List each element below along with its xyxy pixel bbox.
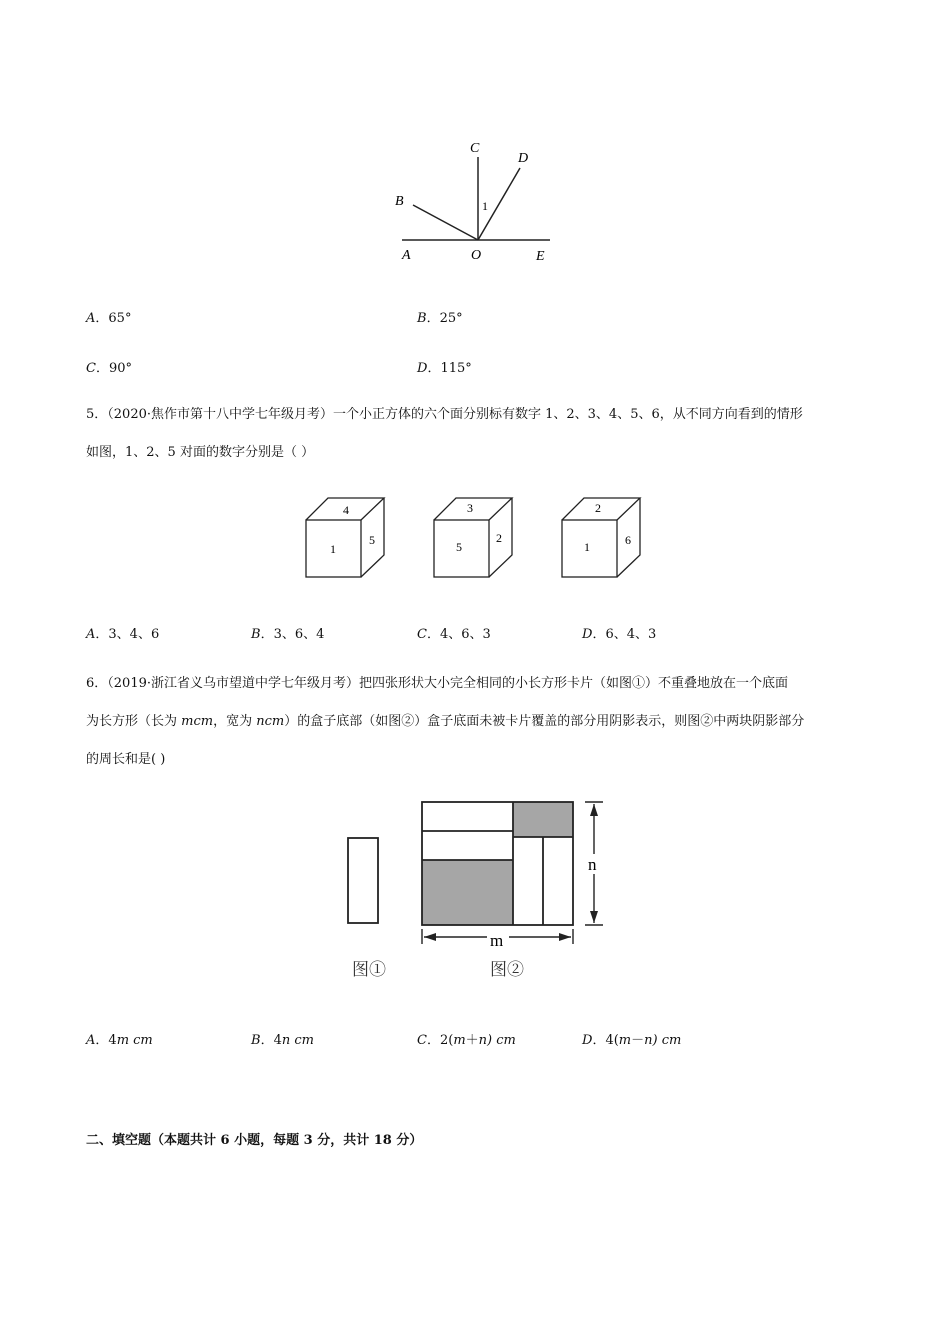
- q5-option-a[interactable]: A．3、4、6: [86, 627, 160, 642]
- cube-3-front: 1: [584, 540, 590, 554]
- dim-n-label: n: [588, 855, 597, 874]
- shade-bottom-left: [422, 860, 513, 925]
- cube-figure: [300, 492, 650, 584]
- cube-3-top: 2: [595, 501, 601, 515]
- cube-2-right: 2: [496, 531, 502, 545]
- fig1-caption: 图①: [352, 960, 386, 979]
- cube-2: [434, 498, 512, 577]
- q5-stem-line1: 5．（2020·焦作市第十八中学七年级月考）一个小正方体的六个面分别标有数字 1、2、3、4、5、6，从不同方向看到的情形: [86, 407, 803, 422]
- q4-option-c[interactable]: C．90°: [86, 361, 133, 376]
- label-A: A: [402, 248, 411, 263]
- label-O: O: [471, 248, 482, 263]
- fig2-caption: 图②: [490, 960, 524, 979]
- cube-1-top: 4: [343, 503, 349, 517]
- q6-stem-line1: 6．（2019·浙江省义乌市望道中学七年级月考）把四张形状大小完全相同的小长方形卡片（如图①）不重叠地放在一个底面: [86, 676, 788, 691]
- q5-option-b[interactable]: B．3、6、4: [251, 627, 325, 642]
- label-E: E: [536, 249, 545, 264]
- label-C: C: [470, 141, 480, 156]
- cube-1: [306, 498, 384, 577]
- q5-option-d[interactable]: D．6、4、3: [582, 627, 657, 642]
- q6-stem-line3: 的周长和是( ): [86, 752, 166, 767]
- q6-option-d[interactable]: D．4(m－n) cm: [582, 1033, 682, 1048]
- angle-figure: [390, 135, 560, 265]
- q6-option-a[interactable]: A．4m cm: [86, 1033, 153, 1048]
- q6-option-c[interactable]: C．2(m＋n) cm: [417, 1033, 516, 1048]
- label-angle-1: 1: [482, 199, 488, 213]
- cube-3-right: 6: [625, 533, 631, 547]
- q4-option-d[interactable]: D．115°: [417, 361, 472, 376]
- q6-stem-line2: 为长方形（长为 mcm，宽为 ncm）的盒子底部（如图②）盒子底面未被卡片覆盖的部分用阴影表示，则图②中两块阴影部分: [86, 714, 805, 729]
- shade-top-right: [513, 802, 573, 837]
- label-D: D: [518, 151, 529, 166]
- cube-2-top: 3: [467, 501, 473, 515]
- cube-2-front: 5: [456, 540, 462, 554]
- q6-option-b[interactable]: B．4n cm: [251, 1033, 314, 1048]
- q4-option-b[interactable]: B．25°: [417, 311, 463, 326]
- q5-stem-line2: 如图，1、2、5 对面的数字分别是（ ）: [86, 445, 315, 460]
- cube-3: [562, 498, 640, 577]
- section-heading-fill-blank: 二、填空题（本题共计 6 小题，每题 3 分，共计 18 分）: [86, 1133, 423, 1148]
- dim-m-label: m: [490, 931, 504, 950]
- rectangle-figure: [340, 792, 620, 988]
- cube-1-front: 1: [330, 542, 336, 556]
- label-B: B: [395, 194, 404, 209]
- q5-option-c[interactable]: C．4、6、3: [417, 627, 491, 642]
- q4-option-a[interactable]: A．65°: [86, 311, 132, 326]
- card-rect: [348, 838, 378, 923]
- cube-1-right: 5: [369, 533, 375, 547]
